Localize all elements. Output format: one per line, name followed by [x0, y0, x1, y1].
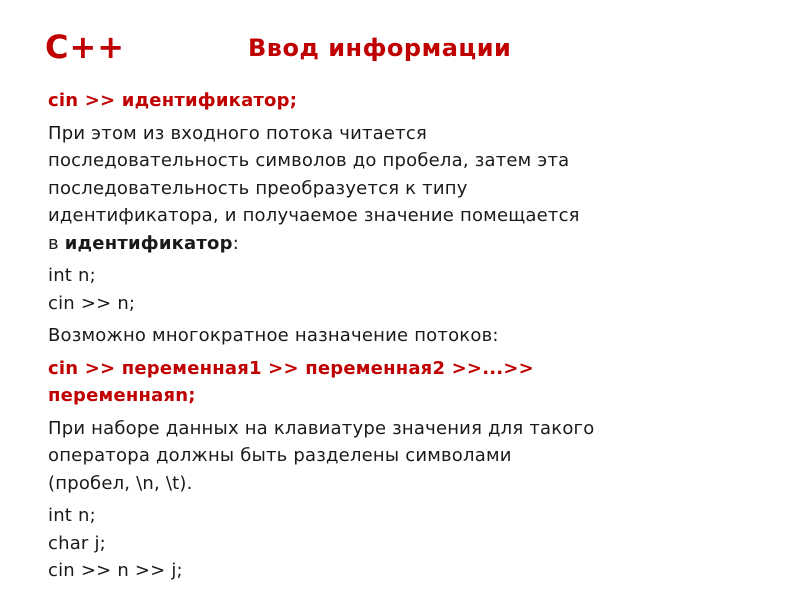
paragraph-line: При наборе данных на клавиатуре значения для такого [48, 417, 595, 439]
paragraph-suffix: : [232, 232, 239, 254]
syntax-line: cin >> идентификатор; [48, 90, 298, 111]
code-line: int n; [48, 265, 96, 286]
paragraph-keyboard-input [48, 415, 768, 498]
paragraph-line: оператора должны быть разделены символами [48, 445, 512, 466]
slide-header [0, 0, 800, 90]
multi-syntax [48, 355, 768, 410]
paragraph-line: последовательность преобразуется к типу [48, 177, 468, 199]
paragraph-line: последовательность символов до пробела, затем эта [48, 150, 570, 171]
code-line: int n; [48, 505, 96, 526]
paragraph-multiple-assignment: Возможно многократное назначение потоков: [48, 325, 499, 346]
paragraph-line: идентификатора, и получаемое значение помещается [48, 205, 580, 226]
code-line: cin >> n >> j; [48, 560, 183, 581]
paragraph-input-description [48, 120, 768, 258]
slide-content [48, 87, 768, 590]
paragraph-line: При этом из входного потока читается [48, 122, 427, 144]
code-example-1 [48, 262, 768, 317]
paragraph-line [48, 230, 768, 258]
slide-title: Ввод информации [248, 34, 512, 62]
language-label: C++ [45, 28, 126, 66]
bold-term: идентификатор [64, 232, 233, 254]
paragraph-line: (пробел, \n, \t). [48, 472, 193, 494]
code-line: переменнаяn; [48, 385, 196, 406]
code-example-2 [48, 502, 768, 585]
code-line: cin >> n; [48, 292, 136, 314]
code-line: char j; [48, 532, 106, 554]
paragraph-prefix: в [48, 232, 65, 254]
code-line: cin >> переменная1 >> переменная2 >>...>> [48, 357, 534, 379]
